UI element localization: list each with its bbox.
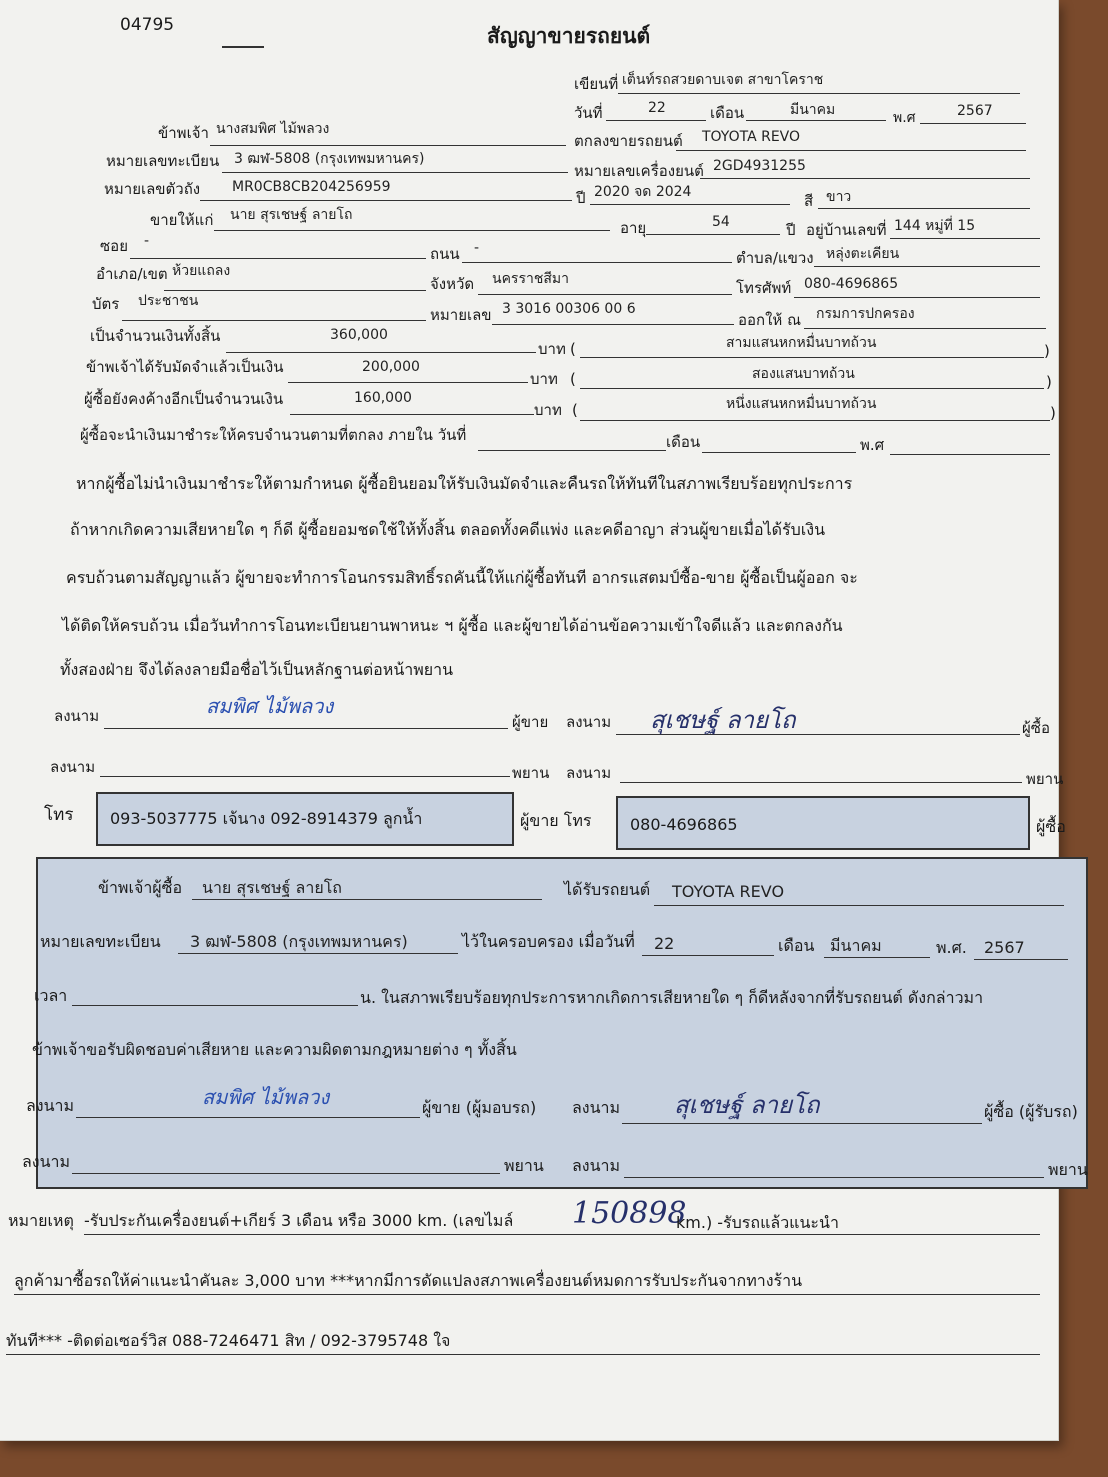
terms-line-4: ได้ติดให้ครบถ้วน เมื่อวันทำการโอนทะเบียนยานพาหนะ ฯ ผู้ซื้อ และผู้ขายได้อ่านข้อความเข้าใจดีแล้ว และตกลงกัน: [62, 616, 843, 635]
house-number: 144 หมู่ที่ 15: [894, 218, 976, 234]
receipt-buyer-label: ข้าพเจ้าผู้ซื้อ: [98, 878, 183, 897]
terms-line-2: ถ้าหากเกิดความเสียหายใด ๆ ก็ดี ผู้ซื้อยอมชดใช้ให้ทั้งสิ้น ตลอดทั้งคดีแพ่ง และคดีอาญา ส่วนผู้ขายเมื่อได้รับเงิน: [70, 520, 826, 539]
received-car: TOYOTA REVO: [672, 882, 785, 901]
seller-label: ข้าพเจ้า: [158, 124, 209, 142]
pay-year-label: พ.ศ: [860, 436, 885, 454]
buyer-phone-box: [616, 796, 1030, 850]
card-label: บัตร: [92, 295, 120, 313]
note-line-1b: km.) -รับรถแล้วแนะนำ: [676, 1213, 839, 1232]
district-label: อำเภอ/เขต: [96, 265, 168, 283]
car-color: ขาว: [826, 189, 852, 205]
buyer-age: 54: [712, 214, 730, 230]
date-year: 2567: [957, 103, 993, 119]
date-label: วันที่: [574, 104, 603, 122]
model-year: 2020 จด 2024: [594, 184, 692, 200]
issued-by: กรมการปกครอง: [816, 306, 915, 322]
buyer-phone: 080-4696865: [804, 276, 899, 292]
soi-label: ซอย: [100, 237, 128, 255]
receipt-plate-label: หมายเลขทะเบียน: [40, 932, 161, 951]
total-words: สามแสนหกหมื่นบาทถ้วน: [726, 335, 877, 351]
card-type: ประชาชน: [138, 293, 199, 309]
buyer-phone-box-value: 080-4696865: [630, 815, 738, 834]
contract-paper: 04795 สัญญาขายรถยนต์ เขียนที่ เต็นท์รถสวยดาบเจต สาขาโคราช วันที่ 22 เดือน มีนาคม พ.ศ 2567 ข้าพเจ้า นางสมพิศ ไม้พลวง ตกลงขายรถยนต์ TOYOTA REVO หมายเลขทะเบียน 3 ฒฬ-5808 (กรุงเทพมหานคร) หมายเลขเครื่องยนต์ 2GD4931255 หมายเลขตัวถัง MR0CB8CB204256959 ปี 2020 จด 2024 สี ขาว ขายให้แก่ นาย สุรเชษฐ์ ลายโถ อายุ 54 ปี อยู่บ้านเลขที่ 144 หมู่ที่ 15 ซอย - ถนน - ตำบล/แขวง หลุ่งตะเคียน อำเภอ/เขต ห้วยแถลง จังหวัด นครราชสีมา โทรศัพท์ 080-4696865 บัตร ประชาชน หมายเลข 3 3016 00306 00 6 ออกให้ ณ กรมการปกครอง เป็นจำนวนเงินทั้งสิ้น 360,000 บาท ( สามแสนหกหมื่นบาทถ้วน ) ข้าพเจ้าได้รับมัดจำแล้วเป็นเงิน 200,000 บาท ( สองแสนบาทถ้วน ) ผู้ซื้อยังคงค้างอีกเป็นจำนวนเงิน 160,000 บาท ( หนึ่งแสนหกหมื่นบาทถ้วน ) ผู้ซื้อจะนำเงินมาชำระให้ครบจำนวนตามที่ตกลง ภายใน วันที่ เดือน พ.ศ หากผู้ซื้อไม่นำเงินมาชำระให้ตามกำหนด ผู้ซื้อยินยอมให้รับเงินมัดจำและคืนรถให้ทันทีในสภาพเรียบร้อยทุกประการ ถ้าหากเกิดความเสียหายใด ๆ ก็ดี ผู้ซื้อยอมชดใช้ให้ทั้งสิ้น ตลอดทั้งคดีแพ่ง และคดีอาญา ส่วนผู้ขายเมื่อได้รับเงิน ครบถ้วนตามสัญญาแล้ว ผู้ขายจะทำการโอนกรรมสิทธิ์รถคันนี้ให้แก่ผู้ซื้อทันที อากรแสตมป์ซื้อ-ขาย ผู้ซื้อเป็นผู้ออก จะ ได้ติดให้ครบถ้วน เมื่อวันทำการโอนทะเบียนยานพาหนะ ฯ ผู้ซื้อ และผู้ขายได้อ่านข้อความเข้าใจดีแล้ว และตกลงกัน ทั้งสองฝ่าย จึงได้ลงลายมือชื่อไว้เป็นหลักฐานต่อหน้าพยาน ลงนาม สมพิศ ไม้พลวง ผู้ขาย ลงนาม สุเชษฐ์ ลายโถ ผู้ซื้อ ลงนาม พยาน ลงนาม พยาน โทร 093-5037775 เจ้นาง 092-8914379 ลูกน้ำ ผู้ขาย โทร 080-4696865 ผู้ซื้อ หมายเหตุ -รับประกันเครื่องยนต์+เกียร์ 3 เดือน หรือ 3000 km. (เลขไมล์ 150898 km.) -รับรถแล้วแนะนำ ลูกค้ามาซื้อรถให้ค่าแนะนำคันละ 3,000 บาท ***หากมีการดัดแปลงสภาพเครื่องยนต์หมดการรับประกันจากทางร้าน ทันที*** -ติดต่อเซอร์วิส 088-7246471 สิท / 092-3795748 ใจ: [0, 0, 1059, 1441]
color-label: สี: [804, 192, 814, 210]
district-value: ห้วยแถลง: [172, 263, 231, 279]
road-value: -: [474, 240, 480, 256]
phone-label: โทรศัพท์: [736, 279, 792, 297]
note-line-1a: -รับประกันเครื่องยนต์+เกียร์ 3 เดือน หรือ 3000 km. (เลขไมล์: [84, 1211, 514, 1230]
number-underline: [222, 46, 264, 48]
total-label: เป็นจำนวนเงินทั้งสิ้น: [90, 327, 221, 345]
agree-sell-label: ตกลงขายรถยนต์: [574, 132, 683, 150]
province-value: นครราชสีมา: [492, 271, 569, 287]
plate-label: หมายเลขทะเบียน: [106, 152, 220, 170]
note-label: หมายเหตุ: [8, 1211, 74, 1230]
month-label: เดือน: [710, 104, 745, 122]
house-label: อยู่บ้านเลขที่: [806, 221, 887, 239]
payment-deadline-label: ผู้ซื้อจะนำเงินมาชำระให้ครบจำนวนตามที่ตกลง ภายใน วันที่: [80, 426, 467, 444]
remain-label: ผู้ซื้อยังคงค้างอีกเป็นจำนวนเงิน: [84, 390, 284, 408]
years-label: ปี: [786, 221, 796, 239]
received-car-label: ได้รับรถยนต์: [564, 880, 651, 899]
road-label: ถนน: [430, 245, 460, 263]
deposit-words: สองแสนบาทถ้วน: [752, 366, 855, 382]
receipt-month: มีนาคม: [830, 936, 882, 955]
time-label: เวลา: [34, 986, 68, 1005]
deposit-label: ข้าพเจ้าได้รับมัดจำแล้วเป็นเงิน: [86, 358, 284, 376]
terms-line-5: ทั้งสองฝ่าย จึงได้ลงลายมือชื่อไว้เป็นหลักฐานต่อหน้าพยาน: [60, 660, 454, 679]
sell-to-label: ขายให้แก่: [150, 211, 214, 229]
possession-label: ไว้ในครอบครอง เมื่อวันที่: [462, 932, 635, 951]
seller-phone-box: [96, 792, 514, 846]
seller-name: นางสมพิศ ไม้พลวง: [216, 121, 330, 137]
province-label: จังหวัด: [430, 275, 475, 293]
deposit-amount: 200,000: [362, 359, 420, 375]
document-number: 04795: [120, 15, 175, 35]
receipt-day: 22: [654, 934, 675, 953]
soi-value: -: [144, 233, 150, 249]
receipt-seller-signature: สมพิศ ไม้พลวง: [202, 1085, 330, 1109]
car-model: TOYOTA REVO: [702, 129, 801, 145]
pay-month-label: เดือน: [666, 433, 701, 451]
mileage-handwritten: 150898: [572, 1196, 687, 1231]
terms-line-3: ครบถ้วนตามสัญญาแล้ว ผู้ขายจะทำการโอนกรรมสิทธิ์รถคันนี้ให้แก่ผู้ซื้อทันที อากรแสตมป์ซื้อ-ขาย ผู้ซื้อเป็นผู้ออก จะ: [66, 568, 858, 587]
subdistrict-value: หลุ่งตะเคียน: [826, 246, 900, 262]
receipt-year: 2567: [984, 938, 1025, 957]
written-at-label: เขียนที่: [574, 75, 619, 93]
total-amount: 360,000: [330, 327, 388, 343]
note-line-2: ลูกค้ามาซื้อรถให้ค่าแนะนำคันละ 3,000 บาท ***หากมีการดัดแปลงสภาพเครื่องยนต์หมดการรับประกันจากทางร้าน: [14, 1271, 803, 1290]
receipt-box: ข้าพเจ้าผู้ซื้อ นาย สุรเชษฐ์ ลายโถ ได้รับรถยนต์ TOYOTA REVO หมายเลขทะเบียน 3 ฒฬ-5808 (กรุงเทพมหานคร) ไว้ในครอบครอง เมื่อวันที่ 22 เดือน มีนาคม พ.ศ. 2567 เวลา น. ในสภาพเรียบร้อยทุกประการหากเกิดการเสียหายใด ๆ ก็ดีหลังจากที่รับรถยนต์ ดังกล่าวมา ข้าพเจ้าขอรับผิดชอบค่าเสียหาย และความผิดตามกฎหมายต่าง ๆ ทั้งสิ้น ลงนาม สมพิศ ไม้พลวง ผู้ขาย (ผู้มอบรถ) ลงนาม สุเชษฐ์ ลายโถ ผู้ซื้อ (ผู้รับรถ) ลงนาม พยาน ลงนาม พยาน: [36, 857, 1088, 1189]
engine-label: หมายเลขเครื่องยนต์: [574, 162, 704, 180]
chassis-number: MR0CB8CB204256959: [232, 179, 391, 195]
card-number-label: หมายเลข: [430, 306, 492, 324]
document-title: สัญญาขายรถยนต์: [487, 24, 651, 48]
card-number: 3 3016 00306 00 6: [502, 301, 636, 317]
chassis-label: หมายเลขตัวถัง: [104, 180, 201, 198]
receipt-condition: น. ในสภาพเรียบร้อยทุกประการหากเกิดการเสียหายใด ๆ ก็ดีหลังจากที่รับรถยนต์ ดังกล่าวมา: [360, 988, 984, 1007]
receipt-month-label: เดือน: [778, 936, 815, 955]
seller-signature: สมพิศ ไม้พลวง: [206, 694, 334, 718]
receipt-plate: 3 ฒฬ-5808 (กรุงเทพมหานคร): [190, 932, 408, 951]
note-line-3: ทันที*** -ติดต่อเซอร์วิส 088-7246471 สิท / 092-3795748 ใจ: [6, 1331, 451, 1350]
buyer-name: นาย สุรเชษฐ์ ลายโถ: [230, 207, 353, 223]
seller-phone: 093-5037775 เจ้นาง 092-8914379 ลูกน้ำ: [110, 809, 423, 828]
receipt-year-label: พ.ศ.: [936, 938, 967, 957]
model-year-label: ปี: [576, 189, 586, 207]
receipt-buyer-signature: สุเชษฐ์ ลายโถ: [674, 1091, 820, 1119]
buyer-signature: สุเชษฐ์ ลายโถ: [650, 706, 796, 734]
phone-row-label: โทร: [44, 805, 74, 825]
date-day: 22: [648, 100, 666, 116]
receipt-liability: ข้าพเจ้าขอรับผิดชอบค่าเสียหาย และความผิดตามกฎหมายต่าง ๆ ทั้งสิ้น: [32, 1040, 517, 1059]
remain-amount: 160,000: [354, 390, 412, 406]
date-month: มีนาคม: [790, 102, 836, 118]
year-label: พ.ศ: [893, 110, 916, 126]
age-label: อายุ: [620, 219, 647, 237]
subdistrict-label: ตำบล/แขวง: [736, 249, 814, 267]
receipt-buyer: นาย สุรเชษฐ์ ลายโถ: [202, 878, 342, 897]
terms-line-1: หากผู้ซื้อไม่นำเงินมาชำระให้ตามกำหนด ผู้ซื้อยินยอมให้รับเงินมัดจำและคืนรถให้ทันทีในสภาพเรียบร้อยทุกประการ: [76, 474, 853, 493]
engine-number: 2GD4931255: [713, 158, 806, 174]
written-at-value: เต็นท์รถสวยดาบเจต สาขาโคราช: [622, 72, 824, 88]
issued-label: ออกให้ ณ: [738, 311, 801, 329]
plate-value: 3 ฒฬ-5808 (กรุงเทพมหานคร): [234, 151, 425, 167]
remain-words: หนึ่งแสนหกหมื่นบาทถ้วน: [726, 396, 877, 412]
